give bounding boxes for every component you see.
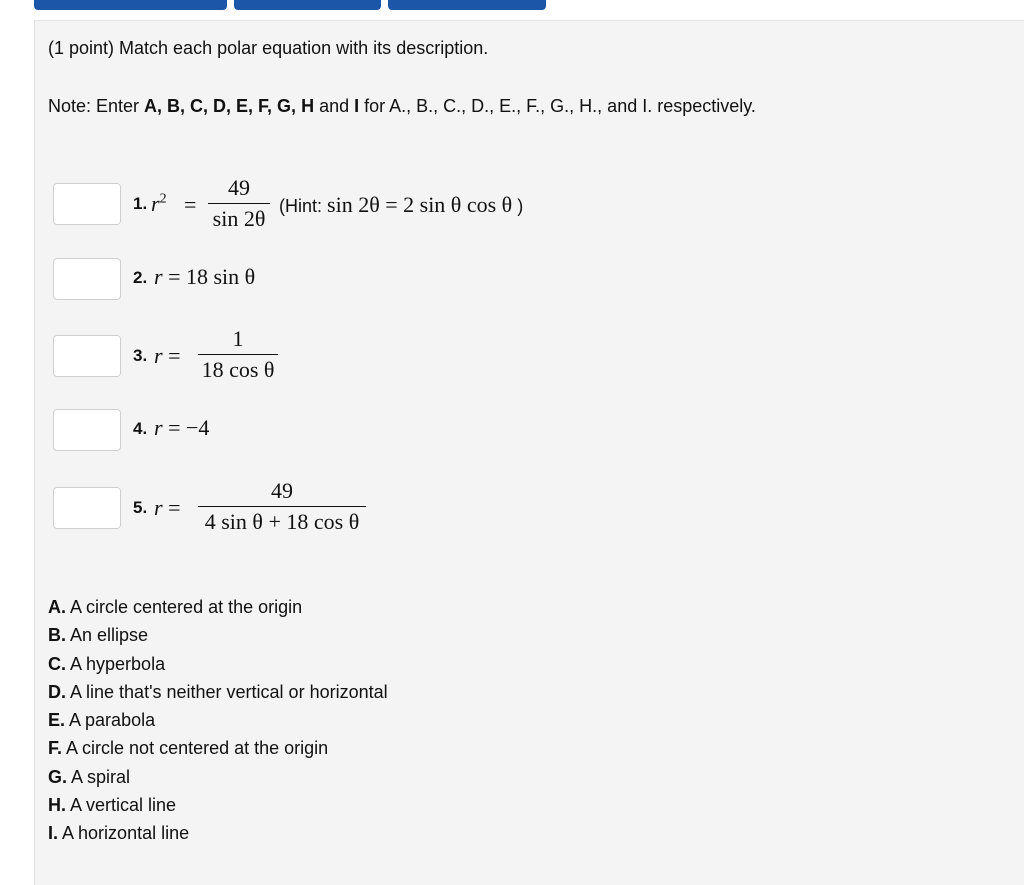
question-5-numerator: 49 bbox=[271, 478, 293, 503]
option-c: C. A hyperbola bbox=[48, 653, 166, 674]
note-suffix: for A., B., C., D., E., F., G., H., and I. respectively. bbox=[359, 96, 756, 116]
question-5-denominator: 4 sin θ + 18 cos θ bbox=[204, 509, 360, 534]
option-e: E. A parabola bbox=[48, 710, 156, 731]
answer-input-2[interactable] bbox=[53, 258, 121, 300]
option-d: D. A line that's neither vertical or horizontal bbox=[48, 681, 388, 702]
question-4-equation: r = −4 bbox=[154, 415, 210, 440]
question-1-hint: (Hint: sin 2θ = 2 sin θ cos θ ) bbox=[279, 192, 524, 217]
question-3-fraction bbox=[198, 326, 278, 383]
question-1-denominator: sin 2θ bbox=[212, 206, 266, 231]
question-2-equation: r = 18 sin θ bbox=[154, 264, 256, 289]
option-g: G. A spiral bbox=[48, 766, 131, 787]
note-prefix: Note: Enter bbox=[48, 96, 145, 116]
answer-input-3[interactable] bbox=[53, 335, 121, 377]
note-letters: A, B, C, D, E, F, G, H bbox=[144, 96, 315, 116]
option-b: B. An ellipse bbox=[48, 625, 149, 646]
option-a: A. A circle centered at the origin bbox=[48, 597, 303, 617]
answer-input-4[interactable] bbox=[53, 409, 121, 451]
nav-tab-1[interactable] bbox=[34, 0, 227, 10]
option-i: I. A horizontal line bbox=[48, 823, 190, 844]
answer-input-1[interactable] bbox=[53, 183, 121, 225]
option-h: H. A vertical line bbox=[48, 795, 177, 816]
question-1-lhs: $r^2$ bbox=[151, 191, 167, 216]
question-4-label: 4. bbox=[133, 419, 148, 438]
answer-input-5[interactable] bbox=[53, 487, 121, 529]
nav-tab-3[interactable] bbox=[388, 0, 546, 10]
question-1-numerator: 49 bbox=[228, 175, 250, 200]
question-2-label: 2. bbox=[133, 268, 148, 287]
question-5-lhs: r = bbox=[154, 495, 181, 520]
question-3-denominator: 18 cos θ bbox=[201, 357, 275, 382]
note-and: and bbox=[314, 96, 355, 116]
note-last-letter: I bbox=[354, 96, 360, 116]
question-1-equals: = bbox=[184, 192, 197, 217]
question-3-numerator: 1 bbox=[232, 326, 244, 351]
question-5-fraction bbox=[198, 478, 366, 535]
problem-intro: (1 point) Match each polar equation with its description. bbox=[48, 38, 489, 58]
question-5-label: 5. bbox=[133, 498, 148, 517]
nav-tab-2[interactable] bbox=[234, 0, 381, 10]
description-options bbox=[48, 593, 388, 848]
question-3-lhs: r = bbox=[154, 343, 181, 368]
question-3-label: 3. bbox=[133, 346, 148, 365]
question-1-fraction bbox=[208, 175, 270, 232]
option-f: F. A circle not centered at the origin bbox=[48, 738, 329, 759]
question-1-label: 1. bbox=[133, 194, 148, 213]
problem-note bbox=[48, 96, 756, 117]
